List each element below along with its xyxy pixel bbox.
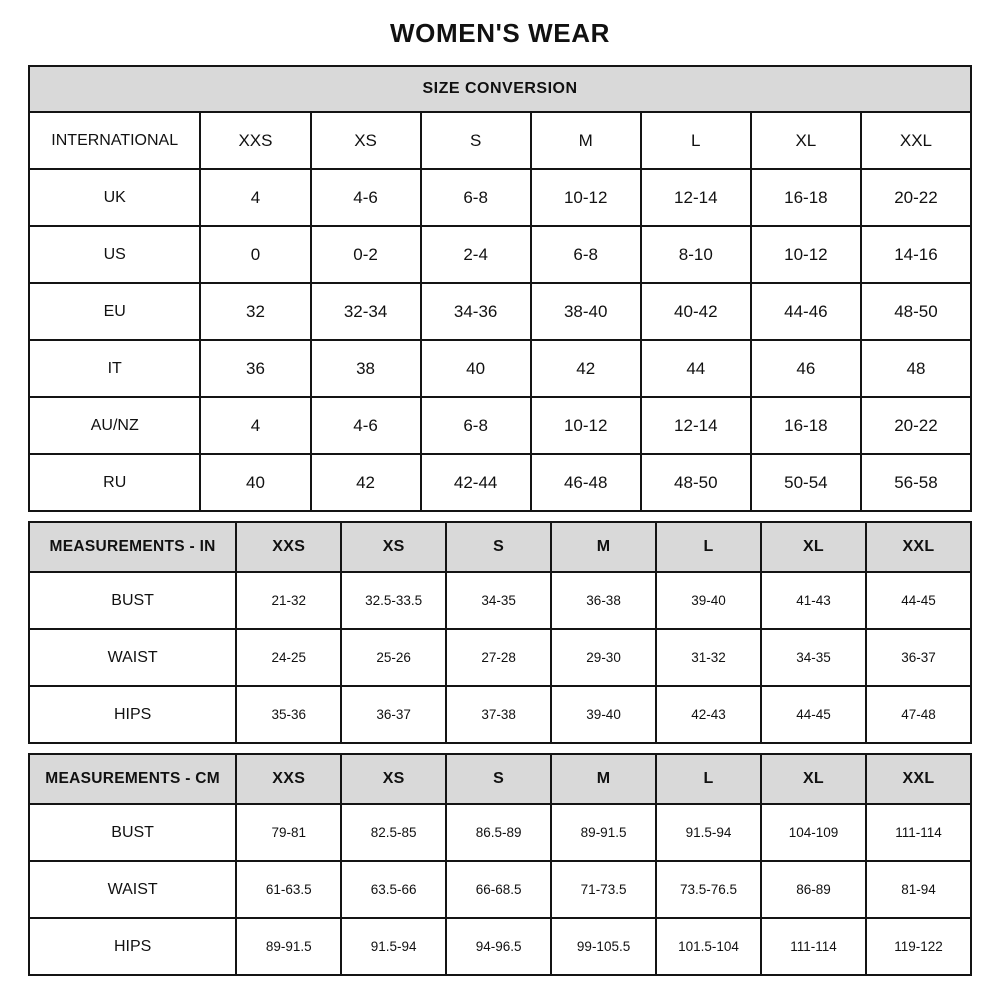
value-cell: 50-54 [751, 454, 861, 511]
row-label: INTERNATIONAL [29, 112, 200, 169]
value-cell: 46-48 [531, 454, 641, 511]
value-cell: 2-4 [421, 226, 531, 283]
value-cell: 36-38 [551, 572, 656, 629]
row-label: BUST [29, 572, 236, 629]
value-cell: 6-8 [421, 169, 531, 226]
value-cell: 29-30 [551, 629, 656, 686]
table-row [29, 226, 971, 283]
value-cell: 6-8 [421, 397, 531, 454]
value-cell: 41-43 [761, 572, 866, 629]
table-row [29, 804, 971, 861]
value-cell: 42-43 [656, 686, 761, 743]
size-column-header: XL [761, 522, 866, 572]
value-cell: 31-32 [656, 629, 761, 686]
value-cell: 73.5-76.5 [656, 861, 761, 918]
value-cell: 36 [200, 340, 310, 397]
value-cell: 111-114 [866, 804, 971, 861]
value-cell: 63.5-66 [341, 861, 446, 918]
size-column-header: XXL [866, 754, 971, 804]
value-cell: 89-91.5 [236, 918, 341, 975]
value-cell: L [641, 112, 751, 169]
value-cell: 44-45 [761, 686, 866, 743]
table-title: MEASUREMENTS - IN [29, 522, 236, 572]
value-cell: 81-94 [866, 861, 971, 918]
value-cell: 36-37 [866, 629, 971, 686]
table-header-row [29, 754, 971, 804]
value-cell: 6-8 [531, 226, 641, 283]
size-column-header: S [446, 522, 551, 572]
row-label: WAIST [29, 861, 236, 918]
value-cell: 0-2 [311, 226, 421, 283]
value-cell: 44 [641, 340, 751, 397]
row-label: HIPS [29, 686, 236, 743]
size-column-header: XS [341, 522, 446, 572]
value-cell: XS [311, 112, 421, 169]
value-cell: 89-91.5 [551, 804, 656, 861]
value-cell: 61-63.5 [236, 861, 341, 918]
table-row [29, 861, 971, 918]
value-cell: 111-114 [761, 918, 866, 975]
value-cell: 27-28 [446, 629, 551, 686]
value-cell: 32 [200, 283, 310, 340]
table-row [29, 629, 971, 686]
size-column-header: S [446, 754, 551, 804]
value-cell: 4-6 [311, 397, 421, 454]
value-cell: 16-18 [751, 397, 861, 454]
value-cell: 35-36 [236, 686, 341, 743]
table-row [29, 283, 971, 340]
value-cell: 20-22 [861, 397, 971, 454]
value-cell: 21-32 [236, 572, 341, 629]
value-cell: 32-34 [311, 283, 421, 340]
value-cell: 119-122 [866, 918, 971, 975]
value-cell: 25-26 [341, 629, 446, 686]
size-column-header: M [551, 754, 656, 804]
table-row [29, 112, 971, 169]
value-cell: 44-45 [866, 572, 971, 629]
value-cell: XL [751, 112, 861, 169]
value-cell: 34-36 [421, 283, 531, 340]
size-column-header: XL [761, 754, 866, 804]
value-cell: 42 [531, 340, 641, 397]
size-column-header: XXL [866, 522, 971, 572]
table-row [29, 686, 971, 743]
value-cell: XXS [200, 112, 310, 169]
value-cell: 48-50 [861, 283, 971, 340]
row-label: AU/NZ [29, 397, 200, 454]
value-cell: 0 [200, 226, 310, 283]
size-column-header: L [656, 754, 761, 804]
row-label: WAIST [29, 629, 236, 686]
value-cell: 39-40 [656, 572, 761, 629]
row-label: RU [29, 454, 200, 511]
table-title: MEASUREMENTS - CM [29, 754, 236, 804]
table-row [29, 572, 971, 629]
value-cell: 4 [200, 169, 310, 226]
value-cell: 37-38 [446, 686, 551, 743]
value-cell: 48-50 [641, 454, 751, 511]
value-cell: 47-48 [866, 686, 971, 743]
value-cell: S [421, 112, 531, 169]
size-column-header: XXS [236, 522, 341, 572]
value-cell: 56-58 [861, 454, 971, 511]
value-cell: 42 [311, 454, 421, 511]
value-cell: 40 [421, 340, 531, 397]
table-row [29, 397, 971, 454]
value-cell: M [531, 112, 641, 169]
row-label: IT [29, 340, 200, 397]
page-title: WOMEN'S WEAR [390, 18, 610, 48]
value-cell: 36-37 [341, 686, 446, 743]
value-cell: 16-18 [751, 169, 861, 226]
value-cell: 4 [200, 397, 310, 454]
value-cell: 34-35 [446, 572, 551, 629]
value-cell: 4-6 [311, 169, 421, 226]
value-cell: 42-44 [421, 454, 531, 511]
measurements-in-table [28, 521, 972, 744]
table-row [29, 918, 971, 975]
value-cell: 40-42 [641, 283, 751, 340]
row-label: BUST [29, 804, 236, 861]
row-label: US [29, 226, 200, 283]
table-row [29, 454, 971, 511]
value-cell: 86.5-89 [446, 804, 551, 861]
size-column-header: M [551, 522, 656, 572]
table-header-row [29, 522, 971, 572]
value-cell: 20-22 [861, 169, 971, 226]
value-cell: 44-46 [751, 283, 861, 340]
value-cell: 82.5-85 [341, 804, 446, 861]
value-cell: 104-109 [761, 804, 866, 861]
row-label: HIPS [29, 918, 236, 975]
value-cell: 91.5-94 [341, 918, 446, 975]
value-cell: 101.5-104 [656, 918, 761, 975]
value-cell: 38 [311, 340, 421, 397]
value-cell: 8-10 [641, 226, 751, 283]
value-cell: 14-16 [861, 226, 971, 283]
size-conversion-table [28, 65, 972, 512]
value-cell: 10-12 [531, 397, 641, 454]
value-cell: 46 [751, 340, 861, 397]
value-cell: 48 [861, 340, 971, 397]
value-cell: 86-89 [761, 861, 866, 918]
value-cell: 32.5-33.5 [341, 572, 446, 629]
value-cell: 39-40 [551, 686, 656, 743]
value-cell: 12-14 [641, 397, 751, 454]
size-column-header: L [656, 522, 761, 572]
value-cell: 12-14 [641, 169, 751, 226]
value-cell: 38-40 [531, 283, 641, 340]
table-row [29, 340, 971, 397]
value-cell: 71-73.5 [551, 861, 656, 918]
value-cell: 91.5-94 [656, 804, 761, 861]
row-label: UK [29, 169, 200, 226]
value-cell: 10-12 [751, 226, 861, 283]
value-cell: 79-81 [236, 804, 341, 861]
value-cell: XXL [861, 112, 971, 169]
value-cell: 10-12 [531, 169, 641, 226]
table-row [29, 169, 971, 226]
table-title: SIZE CONVERSION [29, 66, 971, 112]
value-cell: 34-35 [761, 629, 866, 686]
value-cell: 94-96.5 [446, 918, 551, 975]
value-cell: 66-68.5 [446, 861, 551, 918]
value-cell: 40 [200, 454, 310, 511]
value-cell: 24-25 [236, 629, 341, 686]
table-header-row [29, 66, 971, 112]
size-column-header: XS [341, 754, 446, 804]
value-cell: 99-105.5 [551, 918, 656, 975]
size-column-header: XXS [236, 754, 341, 804]
measurements-cm-table [28, 753, 972, 976]
row-label: EU [29, 283, 200, 340]
